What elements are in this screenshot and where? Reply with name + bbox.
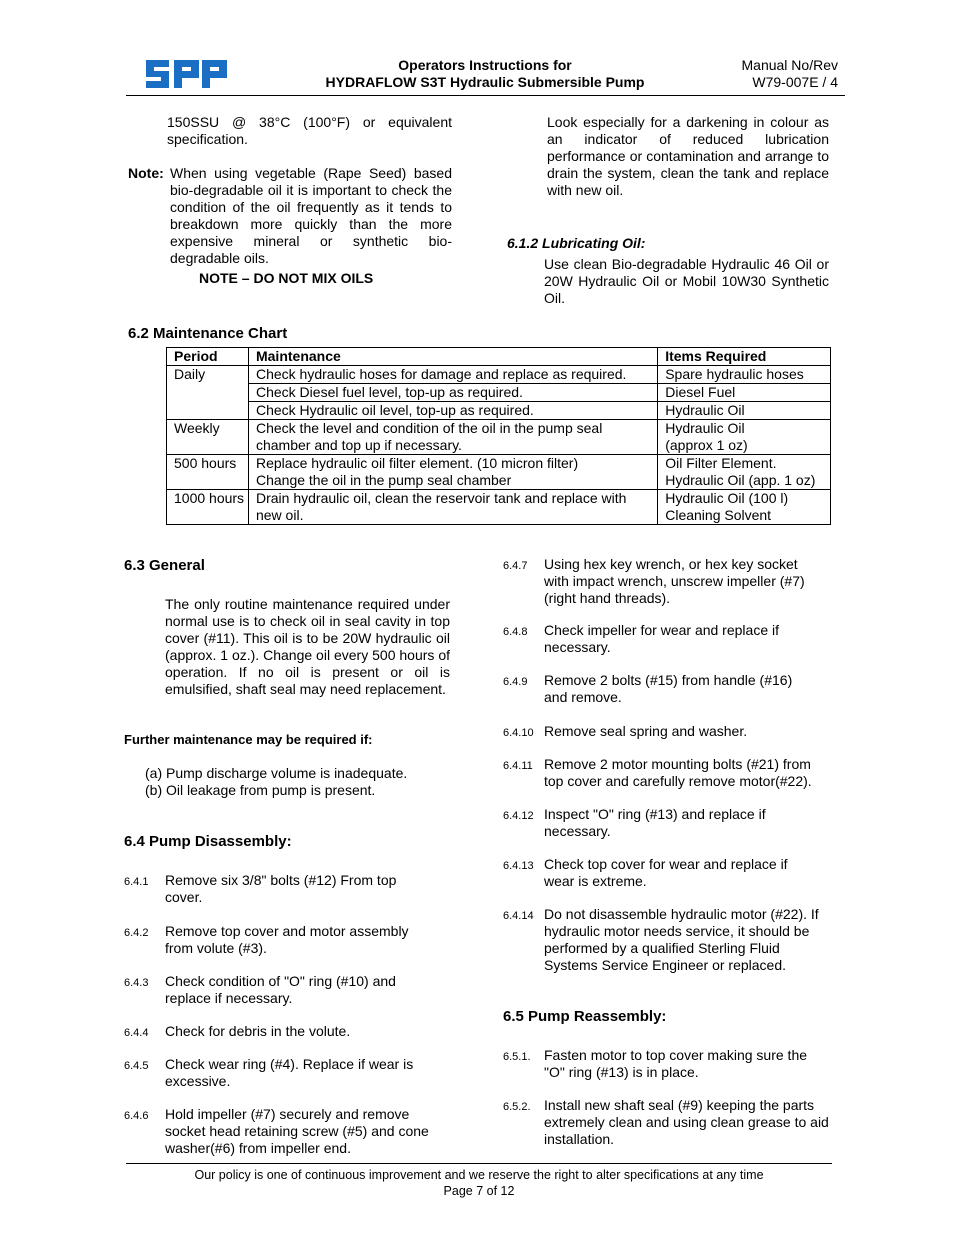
reassembly-heading: 6.5 Pump Reassembly: [503,1008,667,1025]
spp-logo [144,58,228,90]
step-number: 6.4.7 [503,560,528,572]
page-number: Page 7 of 12 [443,1184,515,1198]
column-header: Period [167,348,249,366]
footer [126,1167,832,1199]
step-text: Check top cover for wear and replace if wear is extreme. [544,856,788,889]
items-line: Hydraulic Oil [665,420,745,436]
further-maintenance-heading: Further maintenance may be required if: [124,732,373,747]
maintenance-line: Replace hydraulic oil filter element. (10 micron filter) [255,455,579,471]
step-text: Remove 2 motor mounting bolts (#21) from top cover and carefully remove motor(#22). [544,756,812,789]
step-text: Hold impeller (#7) securely and remove socket head retaining screw (#5) and cone washer(#6) from impeller end. [165,1106,429,1156]
maintenance-cell [248,455,657,490]
items-line: Cleaning Solvent [665,507,772,523]
condition-list [145,765,407,799]
step-number: 6.4.5 [124,1060,149,1072]
manual-number: W79-007E / 4 [752,74,838,90]
table-row [167,455,831,490]
step-number: 6.4.14 [503,910,534,922]
step-text: Check for debris in the volute. [165,1023,351,1039]
items-cell: Hydraulic Oil [658,402,831,420]
look-text: Look especially for a darkening in colour as an indicator of reduced lubrication performance or contamination and arrange to drain the system, clean the tank and replace with new oil. [547,114,829,198]
step-text: Check impeller for wear and replace if necessary. [544,622,779,655]
lubricating-oil-heading: 6.1.2 Lubricating Oil: [507,235,646,251]
disassembly-heading: 6.4 Pump Disassembly: [124,833,292,850]
items-line: Oil Filter Element. [665,455,777,471]
step-number: 6.4.10 [503,727,534,739]
step-text: Inspect "O" ring (#13) and replace if necessary. [544,806,766,839]
step-number: 6.4.13 [503,860,534,872]
step-number: 6.5.2. [503,1101,531,1113]
items-cell: Spare hydraulic hoses [658,366,831,384]
general-text: The only routine maintenance required under normal use is to check oil in seal cavity in top cover (#11). This oil is to be 20W hydraulic oil (approx. 1 oz.). Change oil every 500 hours of operation. If no oil is present or oil is emulsified, shaft seal may need replacement. [165,596,450,697]
maintenance-cell: Check Hydraulic oil level, top-up as required. [248,402,657,420]
step-text: Remove six 3/8" bolts (#12) From top cover. [165,872,397,905]
period-cell: Weekly [167,420,249,455]
table-row [167,366,831,384]
column-header: Maintenance [248,348,657,366]
note-do-not-mix: NOTE – DO NOT MIX OILS [199,270,374,286]
step-number: 6.4.6 [124,1110,149,1122]
items-line: Hydraulic Oil (100 l) [665,490,789,506]
note-label: Note: [128,165,164,181]
table-header-row [167,348,831,366]
items-cell [658,490,831,525]
items-line: Hydraulic Oil (app. 1 oz) [665,472,816,488]
maintenance-chart [166,347,831,525]
table-row [167,490,831,525]
general-heading: 6.3 General [124,557,205,574]
list-item: (a) Pump discharge volume is inadequate. [145,765,408,781]
period-cell: 500 hours [167,455,249,490]
manual-label: Manual No/Rev [741,57,838,73]
step-text: Do not disassemble hydraulic motor (#22). If hydraulic motor needs service, it should be performed by a qualified Sterling Fluid Systems Service Engineer or replaced. [544,906,819,973]
step-text: Using hex key wrench, or hex key socket with impact wrench, unscrew impeller (#7) (right hand threads). [544,556,805,606]
header-divider [126,95,845,96]
step-number: 6.4.12 [503,810,534,822]
document-title [300,57,670,91]
step-number: 6.4.1 [124,876,149,888]
note-text: When using vegetable (Rape Seed) based bio-degradable oil it is important to check the condition of the oil frequently as it tends to breakdown more quickly than the more expensive mineral or synthetic bio-degradable oils. [170,165,452,266]
step-text: Fasten motor to top cover making sure the "O" ring (#13) is in place. [544,1047,808,1080]
step-text: Install new shaft seal (#9) keeping the parts extremely clean and using clean grease to aid installation. [544,1097,829,1147]
lubricating-oil-text: Use clean Bio-degradable Hydraulic 46 Oil or 20W Hydraulic Oil or Mobil 10W30 Synthetic Oil. [544,256,829,306]
step-text: Remove 2 bolts (#15) from handle (#16) and remove. [544,672,793,705]
maintenance-cell: Check Diesel fuel level, top-up as required. [248,384,657,402]
step-number: 6.4.4 [124,1027,149,1039]
step-text: Remove seal spring and washer. [544,723,748,739]
maintenance-chart-heading: 6.2 Maintenance Chart [128,325,288,342]
maintenance-cell: Check hydraulic hoses for damage and replace as required. [248,366,657,384]
step-text: Check condition of "O" ring (#10) and replace if necessary. [165,973,396,1006]
table-row [167,384,831,402]
step-number: 6.4.2 [124,927,149,939]
maintenance-cell: Drain hydraulic oil, clean the reservoir tank and replace with new oil. [248,490,657,525]
step-number: 6.4.8 [503,626,528,638]
period-cell: 1000 hours [167,490,249,525]
step-text: Remove top cover and motor assembly from volute (#3). [165,923,409,956]
table-row [167,402,831,420]
items-cell [658,420,831,455]
policy-text: Our policy is one of continuous improvement and we reserve the right to alter specifications at any time [194,1168,764,1182]
maintenance-line: Change the oil in the pump seal chamber [255,472,512,488]
manual-info [700,57,838,91]
column-header: Items Required [658,348,831,366]
step-number: 6.5.1. [503,1051,531,1063]
step-number: 6.4.9 [503,676,528,688]
items-cell: Diesel Fuel [658,384,831,402]
period-cell: Daily [167,366,249,420]
step-text: Check wear ring (#4). Replace if wear is excessive. [165,1056,414,1089]
items-cell [658,455,831,490]
footer-divider [126,1163,832,1164]
table-row [167,420,831,455]
step-number: 6.4.3 [124,977,149,989]
step-number: 6.4.11 [503,760,533,772]
list-item: (b) Oil leakage from pump is present. [145,782,376,798]
items-line: (approx 1 oz) [665,437,748,453]
title-line-2: HYDRAFLOW S3T Hydraulic Submersible Pump [325,74,645,90]
maintenance-cell: Check the level and condition of the oil in the pump seal chamber and top up if necessary. [248,420,657,455]
title-line-1: Operators Instructions for [398,57,572,73]
oil-spec-text: 150SSU @ 38°C (100°F) or equivalent specification. [167,114,452,147]
